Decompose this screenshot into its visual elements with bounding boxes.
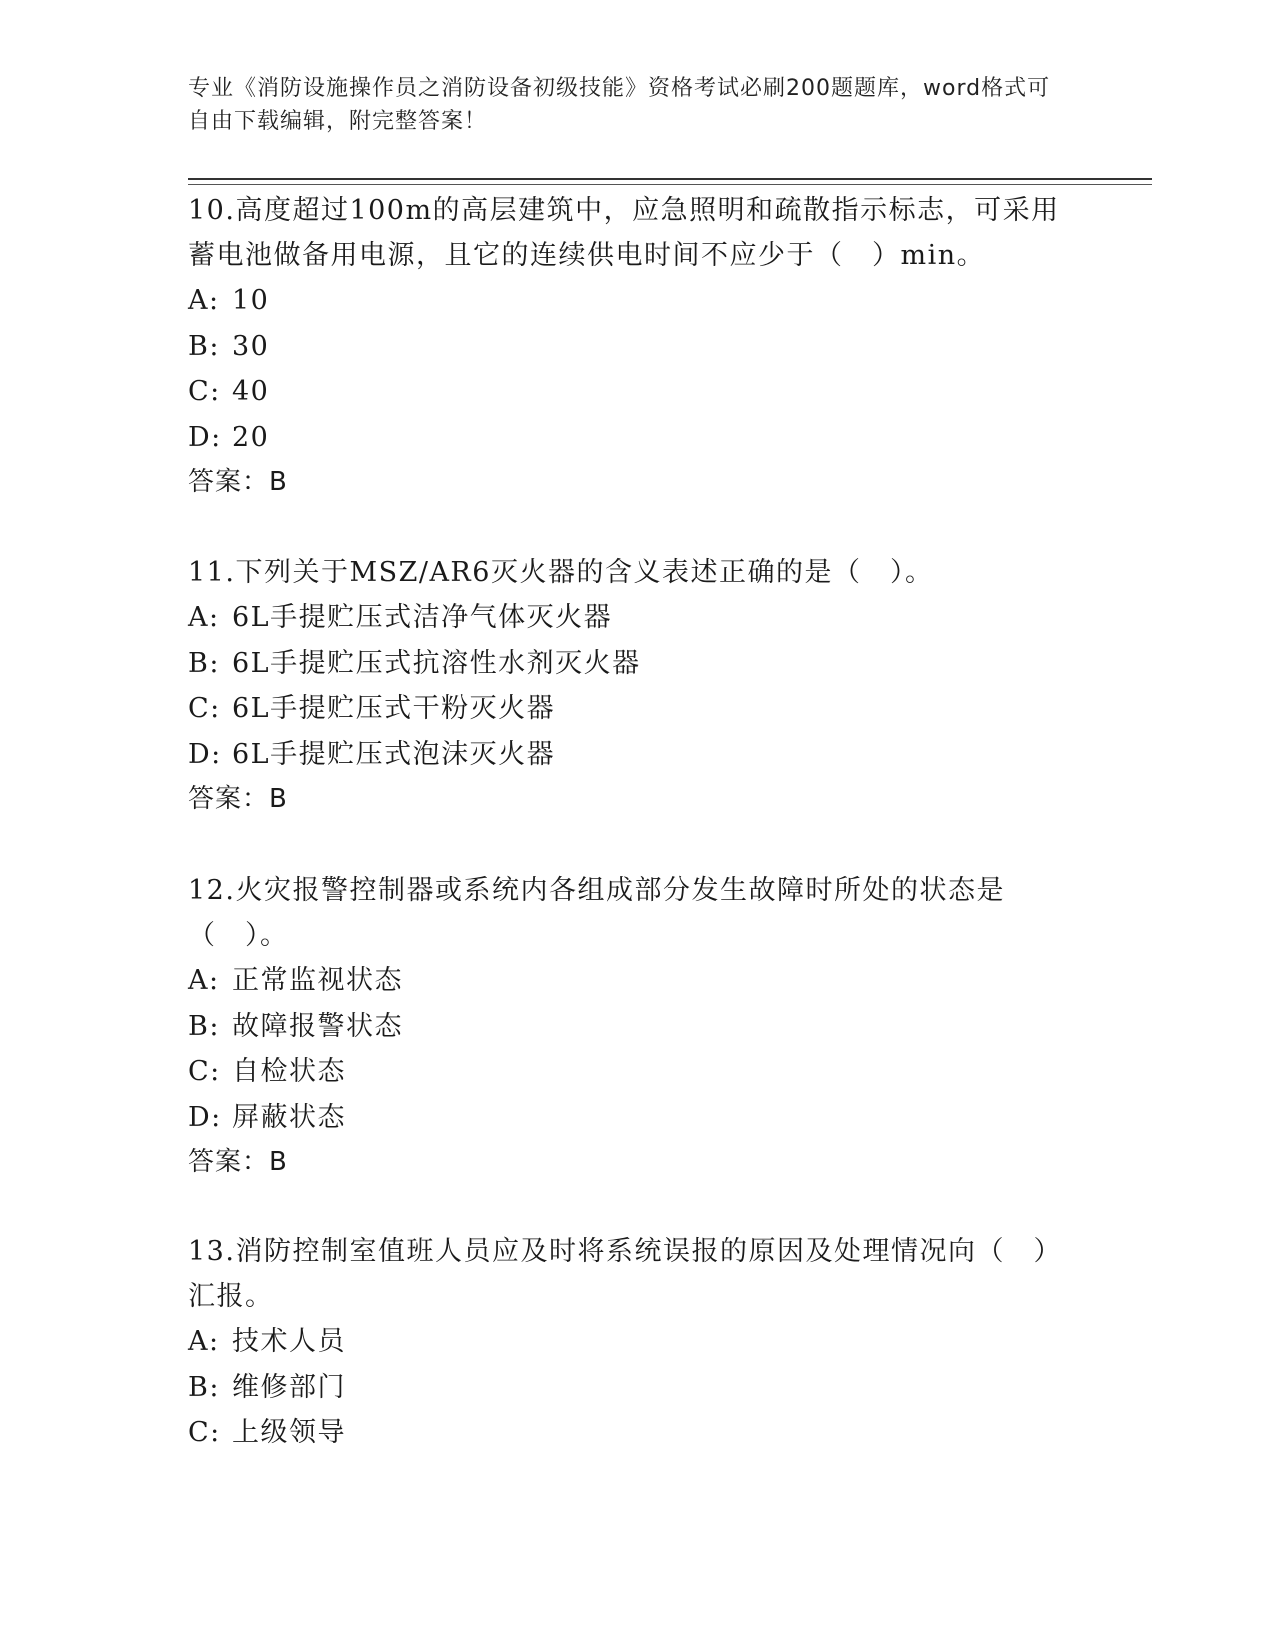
option-key: A: <box>188 1326 220 1357</box>
option-text: 故障报警状态 <box>232 1010 403 1042</box>
question-10 <box>188 188 1068 504</box>
option-d <box>188 732 1068 778</box>
option-key: C: <box>188 1417 221 1448</box>
question-stem: 11.下列关于MSZ/AR6灭火器的含义表述正确的是（ ）。 <box>188 557 934 588</box>
option-c <box>188 369 1068 415</box>
option-text: 维修部门 <box>232 1371 346 1403</box>
option-text: 正常监视状态 <box>232 965 403 996</box>
option-c <box>188 1049 1068 1095</box>
answer-line: 答案：B <box>188 467 288 497</box>
option-key: C: <box>188 1056 221 1087</box>
option-text: 30 <box>232 330 270 362</box>
option-text: 6L手提贮压式干粉灭火器 <box>232 693 556 724</box>
option-key: A: <box>188 965 220 996</box>
option-key: B: <box>188 1010 220 1042</box>
question-12 <box>188 868 1068 1184</box>
question-stem: 13.消防控制室值班人员应及时将系统误报的原因及处理情况向（ ）汇报。 <box>188 1236 1062 1312</box>
option-text: 10 <box>232 285 270 316</box>
header-divider-thick <box>188 178 1152 180</box>
question-stem: 12.火灾报警控制器或系统内各组成部分发生故障时所处的状态是（ ）。 <box>188 875 1005 951</box>
option-a <box>188 278 1068 324</box>
option-b <box>188 641 1068 687</box>
option-key: C: <box>188 376 221 407</box>
option-b <box>188 324 1068 370</box>
option-text: 上级领导 <box>232 1417 346 1448</box>
option-text: 6L手提贮压式洁净气体灭火器 <box>232 602 613 633</box>
option-text: 屏蔽状态 <box>232 1101 346 1133</box>
option-b <box>188 1004 1068 1050</box>
option-text: 20 <box>232 421 270 453</box>
option-text: 40 <box>232 376 270 407</box>
option-a <box>188 958 1068 1004</box>
question-13 <box>188 1229 1068 1456</box>
option-key: D: <box>188 421 222 453</box>
option-key: A: <box>188 602 220 633</box>
option-key: B: <box>188 647 220 679</box>
question-stem: 10.高度超过100m的高层建筑中，应急照明和疏散指示标志，可采用蓄电池做备用电源，且它的连续供电时间不应少于（ ）min。 <box>188 195 1060 271</box>
option-a <box>188 1319 1068 1365</box>
option-text: 6L手提贮压式抗溶性水剂灭火器 <box>232 647 641 679</box>
option-key: A: <box>188 285 220 316</box>
option-key: B: <box>188 1371 220 1403</box>
option-text: 6L手提贮压式泡沫灭火器 <box>232 738 556 770</box>
option-key: D: <box>188 738 222 770</box>
option-text: 自检状态 <box>232 1056 346 1087</box>
answer-line: 答案：B <box>188 784 288 814</box>
option-key: C: <box>188 693 221 724</box>
option-c <box>188 686 1068 732</box>
answer-line: 答案：B <box>188 1147 288 1177</box>
option-c <box>188 1410 1068 1456</box>
option-b <box>188 1365 1068 1411</box>
option-d <box>188 415 1068 461</box>
question-11 <box>188 550 1068 821</box>
option-key: D: <box>188 1101 222 1133</box>
option-key: B: <box>188 330 220 362</box>
document-header: 专业《消防设施操作员之消防设备初级技能》资格考试必刷200题题库，word格式可自由下载编辑，附完整答案！ <box>188 76 1051 134</box>
option-text: 技术人员 <box>232 1326 346 1357</box>
header-divider-thin <box>188 184 1152 185</box>
option-a <box>188 595 1068 641</box>
option-d <box>188 1095 1068 1141</box>
